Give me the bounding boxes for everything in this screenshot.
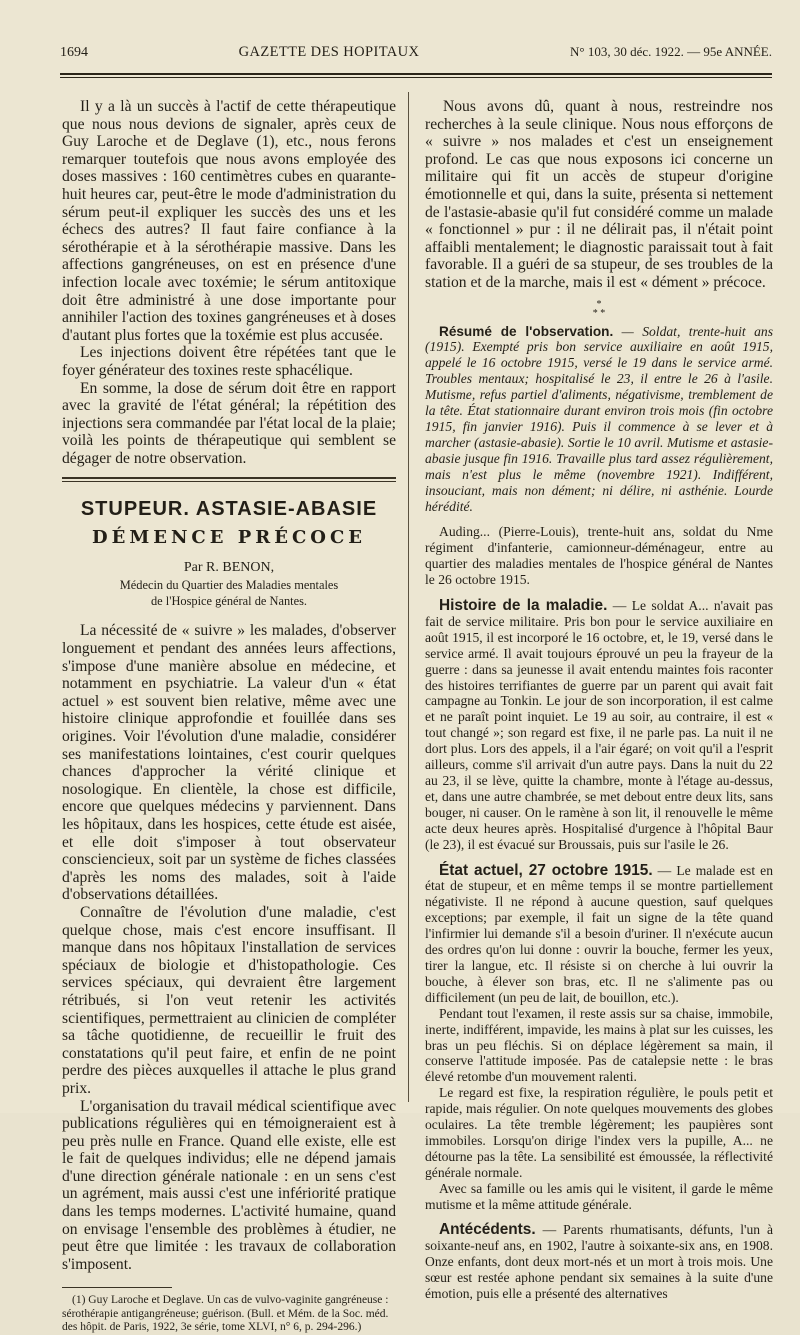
history-heading: Histoire de la maladie. xyxy=(439,597,608,615)
header-rule xyxy=(60,73,772,75)
body-paragraph: Avec sa famille ou les amis qui le visitent, il garde le même mutisme et la même attitude générale. xyxy=(425,1180,773,1212)
body-paragraph: L'organisation du travail médical scientifique avec publications régulières qui en témoigneraient est à peu près nulle en France. Quand elle existe, elle est le fait de quelques individus; elle ne dépend jamais d'une direction générale nationale : en un sens c'est un agrément, mais aussi c'est une infériorité pratique dans les temps modernes. L'activité humaine, quand on envisage l'ensemble des problèmes à étudier, ne peut être que limitée : les travaux de collaboration s'imposent. xyxy=(62,1097,396,1273)
summary-heading: Résumé de l'observation. xyxy=(439,323,614,339)
right-column xyxy=(425,98,773,1302)
body-paragraph: Le regard est fixe, la respiration régulière, le pouls petit et rapide, mais régulier. On note quelques mouvements des globes oculaires. La tête tremble légèrement; les paupières sont immobiles. Lorsqu'on dirige l'index vers la pupille, A... ne détourne pas la tête. La sensibilité est émoussée, la réflectivité générale normale. xyxy=(425,1085,773,1180)
issue-info: N° 103, 30 déc. 1922. — 95e ANNÉE. xyxy=(570,44,772,59)
antecedents-heading: Antécédents. xyxy=(439,1221,536,1239)
article-title: STUPEUR. ASTASIE-ABASIE xyxy=(80,498,378,521)
author-affiliation: de l'Hospice général de Nantes. xyxy=(150,594,308,609)
current-state-section xyxy=(425,863,773,1006)
antecedents-text: — Parents rhumatisants, défunts, l'un à soixante-neuf ans, en 1902, l'autre à soixante-six ans, en 1908. Onze enfants, dont deux mort-nés et un mort à trois mois. Une sœur est restée aphone pendant six semaines à la suite d'une émotion, puis elle a présenté des alternatives xyxy=(425,1222,773,1302)
running-header xyxy=(60,44,772,72)
body-paragraph: Nous avons dû, quant à nous, restreindre nos recherches à la seule clinique. Nous nous efforçons de « suivre » nos malades et c'est un enseignement profond. Le cas que nous exposons ici concerne un militaire qui fit un accès de stupeur d'origine émotionnelle et qui, dans la suite, présenta si nettement de l'astasie-abasie qu'il fut considéré comme un malade « fonctionnel » pur : il ne délirait pas, il n'était point affaibli mentalement; le diagnostic paraissait tout à fait favorable. Il a guéri de sa stupeur, de ses troubles de la station et de la marche, mais il est « dément » précoce. xyxy=(425,98,773,291)
page-number: 1694 xyxy=(60,45,88,60)
summary-text: — Soldat, trente-huit ans (1915). Exempté pris bon service auxiliaire en août 1915, appelé le 16 octobre 1915, versé le 19 dans le service armé. Troubles mentaux; hospitalisé le 23, il entre le 26 à l'asile. Mutisme, refus partiel d'aliments, négativisme, tremblement de la tête. État stationnaire durant environ trois mois (fin octobre 1915, fin janvier 1916). Puis il commence à se lever et à marcher (astasie-abasie). Sortie le 10 avril. Mutisme et astasie-abasie jusque fin 1916. Travaille plus tard assez régulièrement, mais n'est plus le même (novembre 1921). Indifférent, insouciant, mais non dément; ni délire, ni asthénie. Lourde hérédité. xyxy=(425,323,773,514)
left-column xyxy=(62,98,396,1335)
body-paragraph: La nécessité de « suivre » les malades, d'observer longuement et pendant des années leurs affections, s'impose d'une manière absolue en médecine, et notamment en psychiatrie. La valeur d'un « état actuel » est souvent bien relative, même avec une histoire clinique approfondie et fouillée dans ses origines. Voir l'évolution d'une maladie, considérer ses manifestations lointaines, c'est courir quelques chances d'approcher la vérité clinique et nosologique. En clientèle, la chose est difficile, encore que quelques médecins y parviennent. Dans les hôpitaux, dans les hospices, cette étude est aisée, et elle doit s'imposer à tout observateur consciencieux, soit par un système de fiches classées d'après les noms des malades, soit à l'aide d'observations détaillées. xyxy=(62,622,396,904)
intro-paragraph: En somme, la dose de sérum doit être en rapport avec la gravité de l'état général; la répétition des injections sera commandée par l'état local de la plaie; voilà les points de thérapeutique qui semblent se dégager de notre observation. xyxy=(62,379,396,467)
current-state-heading: État actuel, 27 octobre 1915. xyxy=(439,861,653,879)
article-subtitle: DÉMENCE PRÉCOCE xyxy=(91,527,366,549)
intro-paragraph: Il y a là un succès à l'actif de cette thérapeutique que nous nous devions de signaler, après ceux de Guy Laroche et de Deglave (1), etc., nous ferons remarquer toutefois que nous avons employée des doses massives : 160 centimètres cubes en quarante-huit heures car, peut-être le mode d'administration du sérum peut-il expliquer les succès des uns et les échecs des autres? Il faut faire confiance à la sérothérapie et à la sérothérapie massive. Dans les affections gangréneuses, on est en présence d'une infection locale avec toxémie; le sérum antitoxique doit être administré à une dose importante pour annihiler l'action des toxines gangréneuses et à doses d'autant plus fortes que la toxémie est plus accusée. xyxy=(62,98,396,344)
author-affiliation: Médecin du Quartier des Maladies mentales xyxy=(119,578,339,593)
history-text: — Le soldat A... n'avait pas fait de service militaire. Pris bon pour le service auxiliaire en août 1915, il est incorporé le 16 octobre, et, le 19, versé dans le service armé. Il avait toujours éprouvé un peu la frayeur de la guerre : dans sa jeunesse il avait entendu maintes fois raconter des histoires terrifiantes de guerre par un parent qui avait fait campagne au Tonkin. Le jour de son incorporation, il est calme et ne paraît point inquiet. Le 19 au soir, au contraire, il est « tout changé »; son regard est fixe, il ne parle pas. La nuit il ne dort plus. Lors des appels, il a l'air égaré; on voit qu'il a l'esprit ailleurs, comme s'il arrivait d'un autre pays. Dans la nuit du 22 au 23, il se lève, quitte la chambre, monte à l'étage au-dessus, et, dans une autre chambrée, se met debout entre deux lits, sans bouger, ni causer. On le ramène à son lit, il renouvelle le même acte deux heures après. Hospitalisé d'urgence à l'hôpital Baur (le 23), il est évacué sur Broussais, puis sur l'asile le 26. xyxy=(425,598,773,852)
header-rule-thin xyxy=(60,77,772,78)
journal-title: GAZETTE DES HOPITAUX xyxy=(238,44,420,60)
current-state-text: — Le malade est en état de stupeur, et en même temps il se montre partiellement négativiste. Il ne répond à aucune question, sauf quelques exceptions; par exemple, il fait un signe de la tête quand l'infirmier lui demande s'il a besoin d'uriner. Il n'exécute aucun des ordres qu'on lui donne : ouvrir la bouche, fermer les yeux, tirer la langue, etc. Il résiste si on cherche à lui ouvrir la bouche, à élever son bras, etc. Il ne s'alimente pas ou difficilement (un peu de lait, de bouillon, etc.). xyxy=(425,862,773,1005)
footnote: (1) Guy Laroche et Deglave. Un cas de vulvo-vaginite gangréneuse : sérothérapie antigangréneuse; guérison. (Bull. et Mém. de la Soc. méd. des hôpit. de Paris, 1922, 3e série, tome XLVI, n° 6, p. 294-296.) xyxy=(62,1294,389,1334)
intro-paragraph: Les injections doivent être répétées tant que le foyer générateur des toxines reste sphacélique. xyxy=(62,344,396,379)
history-section xyxy=(425,598,773,853)
article-author: Par R. BENON, xyxy=(183,560,275,576)
body-paragraph: Pendant tout l'examen, il reste assis sur sa chaise, immobile, inerte, indifférent, impavide, les mains à plat sur les cuisses, les bras un peu fléchis. Si on déplace légèrement sa main, il conserve l'attitude imposée. Pas de catalepsie nette : le bras élevé retombe d'un mouvement ralenti. xyxy=(425,1005,773,1085)
patient-identity: Auding... (Pierre-Louis), trente-huit ans, soldat du Nme régiment d'infanterie, camionneur-déménageur, entre au quartier des maladies mentales de l'hospice général de Nantes le 26 octobre 1915. xyxy=(425,524,773,588)
column-divider xyxy=(408,92,409,1102)
section-rule-thin xyxy=(62,481,396,482)
body-paragraph: Connaître de l'évolution d'une maladie, c'est quelque chose, mais c'est encore insuffisant. Il manque dans nos hôpitaux l'installation de services spéciaux de biologie et d'histopathologie. Ces services spéciaux, qui devraient être largement rétribués, si l'on veut retenir les activités scientifiques, permettraient au clinicien de compléter sa tâche quotidienne, de recueillir le fruit des constatations qu'il peut faire, et enfin de ne point perdre des pièces auxquelles il attache le plus grand prix. xyxy=(62,903,396,1097)
antecedents-section xyxy=(425,1222,773,1302)
footnote-rule xyxy=(62,1287,172,1288)
asterism-ornament: * * * xyxy=(592,298,606,319)
observation-summary xyxy=(425,324,773,515)
section-rule xyxy=(62,477,396,479)
